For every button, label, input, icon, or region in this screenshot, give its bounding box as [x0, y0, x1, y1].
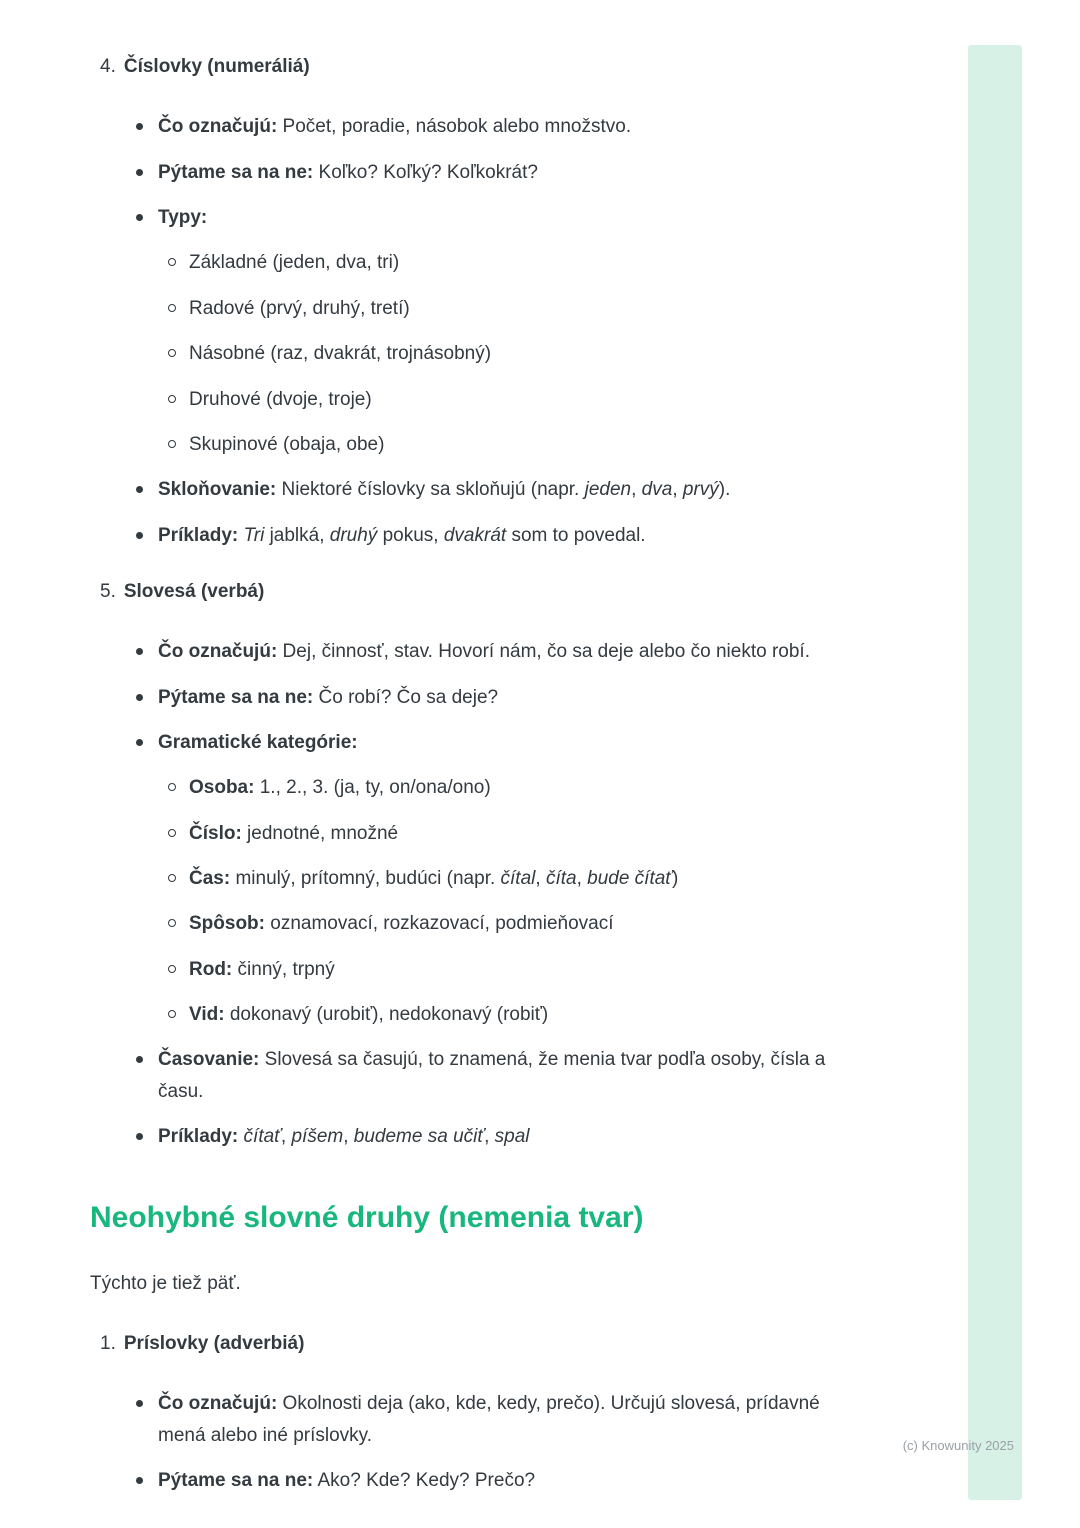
- text-segment: Rod:: [189, 958, 233, 980]
- circle-marker: [168, 965, 176, 973]
- bullet-marker: [136, 1056, 143, 1063]
- list-item: [136, 682, 900, 713]
- list-item: [136, 111, 900, 142]
- sub-list-item: [168, 772, 900, 803]
- bullet-marker: [136, 1477, 143, 1484]
- list-item-text: [158, 682, 498, 713]
- text-segment: Pýtame sa na ne:: [158, 686, 314, 708]
- list-item: [136, 1121, 900, 1152]
- text-segment: Koľko? Koľký? Koľkokrát?: [313, 161, 538, 183]
- text-segment: ,: [672, 479, 683, 501]
- list-item-text: [158, 157, 538, 188]
- sub-list-item: [168, 429, 900, 460]
- text-segment: Osoba:: [189, 777, 255, 799]
- circle-marker: [168, 258, 176, 266]
- text-segment: Číslovky (numeráliá): [123, 56, 310, 77]
- circle-marker: [168, 349, 176, 357]
- text-segment: Slovesá (verbá): [123, 580, 265, 602]
- sub-list-item: [168, 908, 900, 939]
- list-item-text: [189, 772, 491, 803]
- list-item-text: [189, 384, 372, 415]
- sub-list-item: [168, 338, 900, 369]
- list-item-text: [189, 818, 398, 849]
- circle-marker: [168, 919, 176, 927]
- list-item-text: [189, 999, 548, 1030]
- numbered-list-item: [100, 1329, 900, 1358]
- text-segment: Pýtame sa na ne:: [158, 161, 314, 183]
- text-segment: jeden: [584, 479, 632, 501]
- sub-list-item: [168, 384, 900, 415]
- bullet-marker: [136, 648, 143, 655]
- text-segment: Tri: [243, 524, 265, 546]
- text-segment: pokus,: [377, 524, 444, 546]
- text-segment: čítať: [243, 1126, 281, 1148]
- text-segment: jablká,: [264, 524, 330, 546]
- text-segment: budeme sa učiť: [353, 1126, 485, 1148]
- list-item: [136, 157, 900, 188]
- text-segment: čítal: [500, 868, 536, 890]
- list-item-text: [189, 908, 614, 939]
- text-segment: Druhové (dvoje, troje): [189, 388, 372, 410]
- bullet-marker: [136, 532, 143, 539]
- text-segment: Čo označujú:: [158, 641, 278, 663]
- text-segment: Základné (jeden, dva, tri): [189, 252, 400, 274]
- paragraph: [90, 1269, 900, 1298]
- sub-list-item: [168, 863, 900, 894]
- text-segment: oznamovací, rozkazovací, podmieňovací: [265, 913, 614, 935]
- circle-marker: [168, 829, 176, 837]
- item-number: 4.: [100, 56, 116, 77]
- bullet-marker: [136, 694, 143, 701]
- text-segment: druhý: [329, 524, 378, 546]
- list-item-text: [158, 1465, 535, 1496]
- list-item-text: [158, 1388, 858, 1451]
- text-segment: ): [672, 868, 679, 890]
- list-item-text: [158, 202, 207, 233]
- bullet-marker: [136, 1400, 143, 1407]
- bullet-marker: [136, 169, 143, 176]
- list-item-text: [158, 520, 646, 551]
- text-segment: som to povedal.: [506, 524, 646, 546]
- text-segment: spal: [494, 1126, 530, 1148]
- circle-marker: [168, 874, 176, 882]
- text-segment: Skupinové (obaja, obe): [189, 433, 385, 455]
- list-item-text: [158, 1121, 530, 1152]
- text-segment: ,: [576, 868, 588, 890]
- numbered-list-item: [100, 577, 900, 606]
- text-segment: Čo robí? Čo sa deje?: [313, 686, 499, 708]
- text-segment: dokonavý (urobiť), nedokonavý (robiť): [224, 1004, 549, 1026]
- text-segment: 1., 2., 3. (ja, ty, on/ona/ono): [254, 777, 491, 799]
- copyright-watermark: (c) Knowunity 2025: [902, 1438, 1014, 1453]
- list-item-text: [189, 293, 410, 324]
- text-segment: Gramatické kategórie:: [158, 732, 358, 753]
- list-item: [136, 727, 900, 758]
- list-item-text: [158, 636, 810, 667]
- list-item: [136, 474, 900, 505]
- list-item-text: [189, 863, 678, 894]
- text-segment: ,: [280, 1126, 292, 1148]
- text-segment: Príklady:: [158, 1126, 239, 1148]
- item-number: 5.: [100, 580, 116, 602]
- text-segment: Príklady:: [158, 524, 239, 546]
- list-item-text: [189, 247, 399, 278]
- circle-marker: [168, 395, 176, 403]
- sub-list-item: [168, 954, 900, 985]
- text-segment: Pýtame sa na ne:: [158, 1470, 314, 1491]
- text-segment: jednotné, množné: [241, 822, 399, 844]
- text-segment: činný, trpný: [232, 958, 335, 980]
- list-item-text: [158, 727, 358, 758]
- text-segment: Neohybné slovné druhy (nemenia tvar): [90, 1201, 644, 1235]
- sub-list-item: [168, 293, 900, 324]
- bullet-marker: [136, 123, 143, 130]
- text-segment: Okolnosti deja (ako, kde, kedy, prečo). Určujú slovesá, prídavné mená alebo iné príslovky.: [158, 1393, 820, 1446]
- text-segment: Spôsob:: [189, 913, 265, 935]
- text-segment: minulý, prítomný, budúci (napr.: [230, 868, 501, 890]
- list-item-text: [189, 338, 491, 369]
- text-segment: ,: [484, 1126, 495, 1148]
- text-segment: Slovesá sa časujú, to znamená, že menia tvar podľa osoby, čísla a času.: [158, 1049, 826, 1102]
- sub-list-item: [168, 247, 900, 278]
- text-segment: dvakrát: [443, 524, 507, 546]
- section-heading: [90, 1198, 900, 1237]
- text-segment: Typy:: [158, 207, 208, 229]
- text-segment: Čo označujú:: [158, 1393, 278, 1415]
- text-segment: Vid:: [189, 1004, 225, 1026]
- list-item-text: [158, 111, 631, 142]
- text-segment: Čo označujú:: [158, 116, 278, 138]
- text-segment: Príslovky (adverbiá): [123, 1332, 305, 1354]
- item-title: [124, 577, 264, 606]
- text-segment: Dej, činnosť, stav. Hovorí nám, čo sa deje alebo čo niekto robí.: [277, 641, 810, 663]
- bullet-marker: [136, 214, 143, 221]
- text-segment: ,: [631, 479, 642, 501]
- item-title: [124, 52, 310, 81]
- list-item-text: [189, 954, 335, 985]
- text-segment: Radové (prvý, druhý, tretí): [189, 297, 410, 319]
- sub-list-item: [168, 818, 900, 849]
- circle-marker: [168, 440, 176, 448]
- circle-marker: [168, 304, 176, 312]
- text-segment: Niektoré číslovky sa skloňujú (napr.: [276, 479, 585, 501]
- item-number: 1.: [100, 1332, 116, 1354]
- text-segment: ,: [535, 868, 546, 890]
- text-segment: bude čítať: [587, 868, 673, 890]
- text-segment: Skloňovanie:: [158, 479, 277, 501]
- text-segment: ).: [718, 479, 731, 501]
- text-segment: píšem: [291, 1126, 344, 1148]
- text-segment: Týchto je tiež päť.: [90, 1273, 241, 1295]
- list-item-text: [189, 429, 384, 460]
- bullet-marker: [136, 739, 143, 746]
- text-segment: dva: [641, 479, 673, 501]
- circle-marker: [168, 783, 176, 791]
- text-segment: ,: [343, 1126, 354, 1148]
- text-segment: Ako? Kde? Kedy? Prečo?: [313, 1470, 536, 1491]
- text-segment: Násobné (raz, dvakrát, trojnásobný): [189, 343, 492, 365]
- list-item-text: [158, 474, 730, 505]
- list-item: [136, 1388, 900, 1451]
- text-segment: Počet, poradie, násobok alebo množstvo.: [277, 116, 632, 138]
- text-segment: prvý: [682, 479, 719, 501]
- bullet-marker: [136, 486, 143, 493]
- text-segment: Číslo:: [189, 822, 242, 844]
- sub-list-item: [168, 999, 900, 1030]
- list-item: [136, 1044, 900, 1107]
- text-segment: Čas:: [189, 868, 231, 890]
- list-item: [136, 636, 900, 667]
- circle-marker: [168, 1010, 176, 1018]
- list-item: [136, 202, 900, 233]
- list-item-text: [158, 1044, 858, 1107]
- item-title: [124, 1329, 305, 1358]
- list-item: [136, 520, 900, 551]
- text-segment: Časovanie:: [158, 1049, 260, 1071]
- list-item: [136, 1465, 900, 1496]
- bullet-marker: [136, 1133, 143, 1140]
- numbered-list-item: [100, 52, 900, 81]
- text-segment: číta: [545, 868, 577, 890]
